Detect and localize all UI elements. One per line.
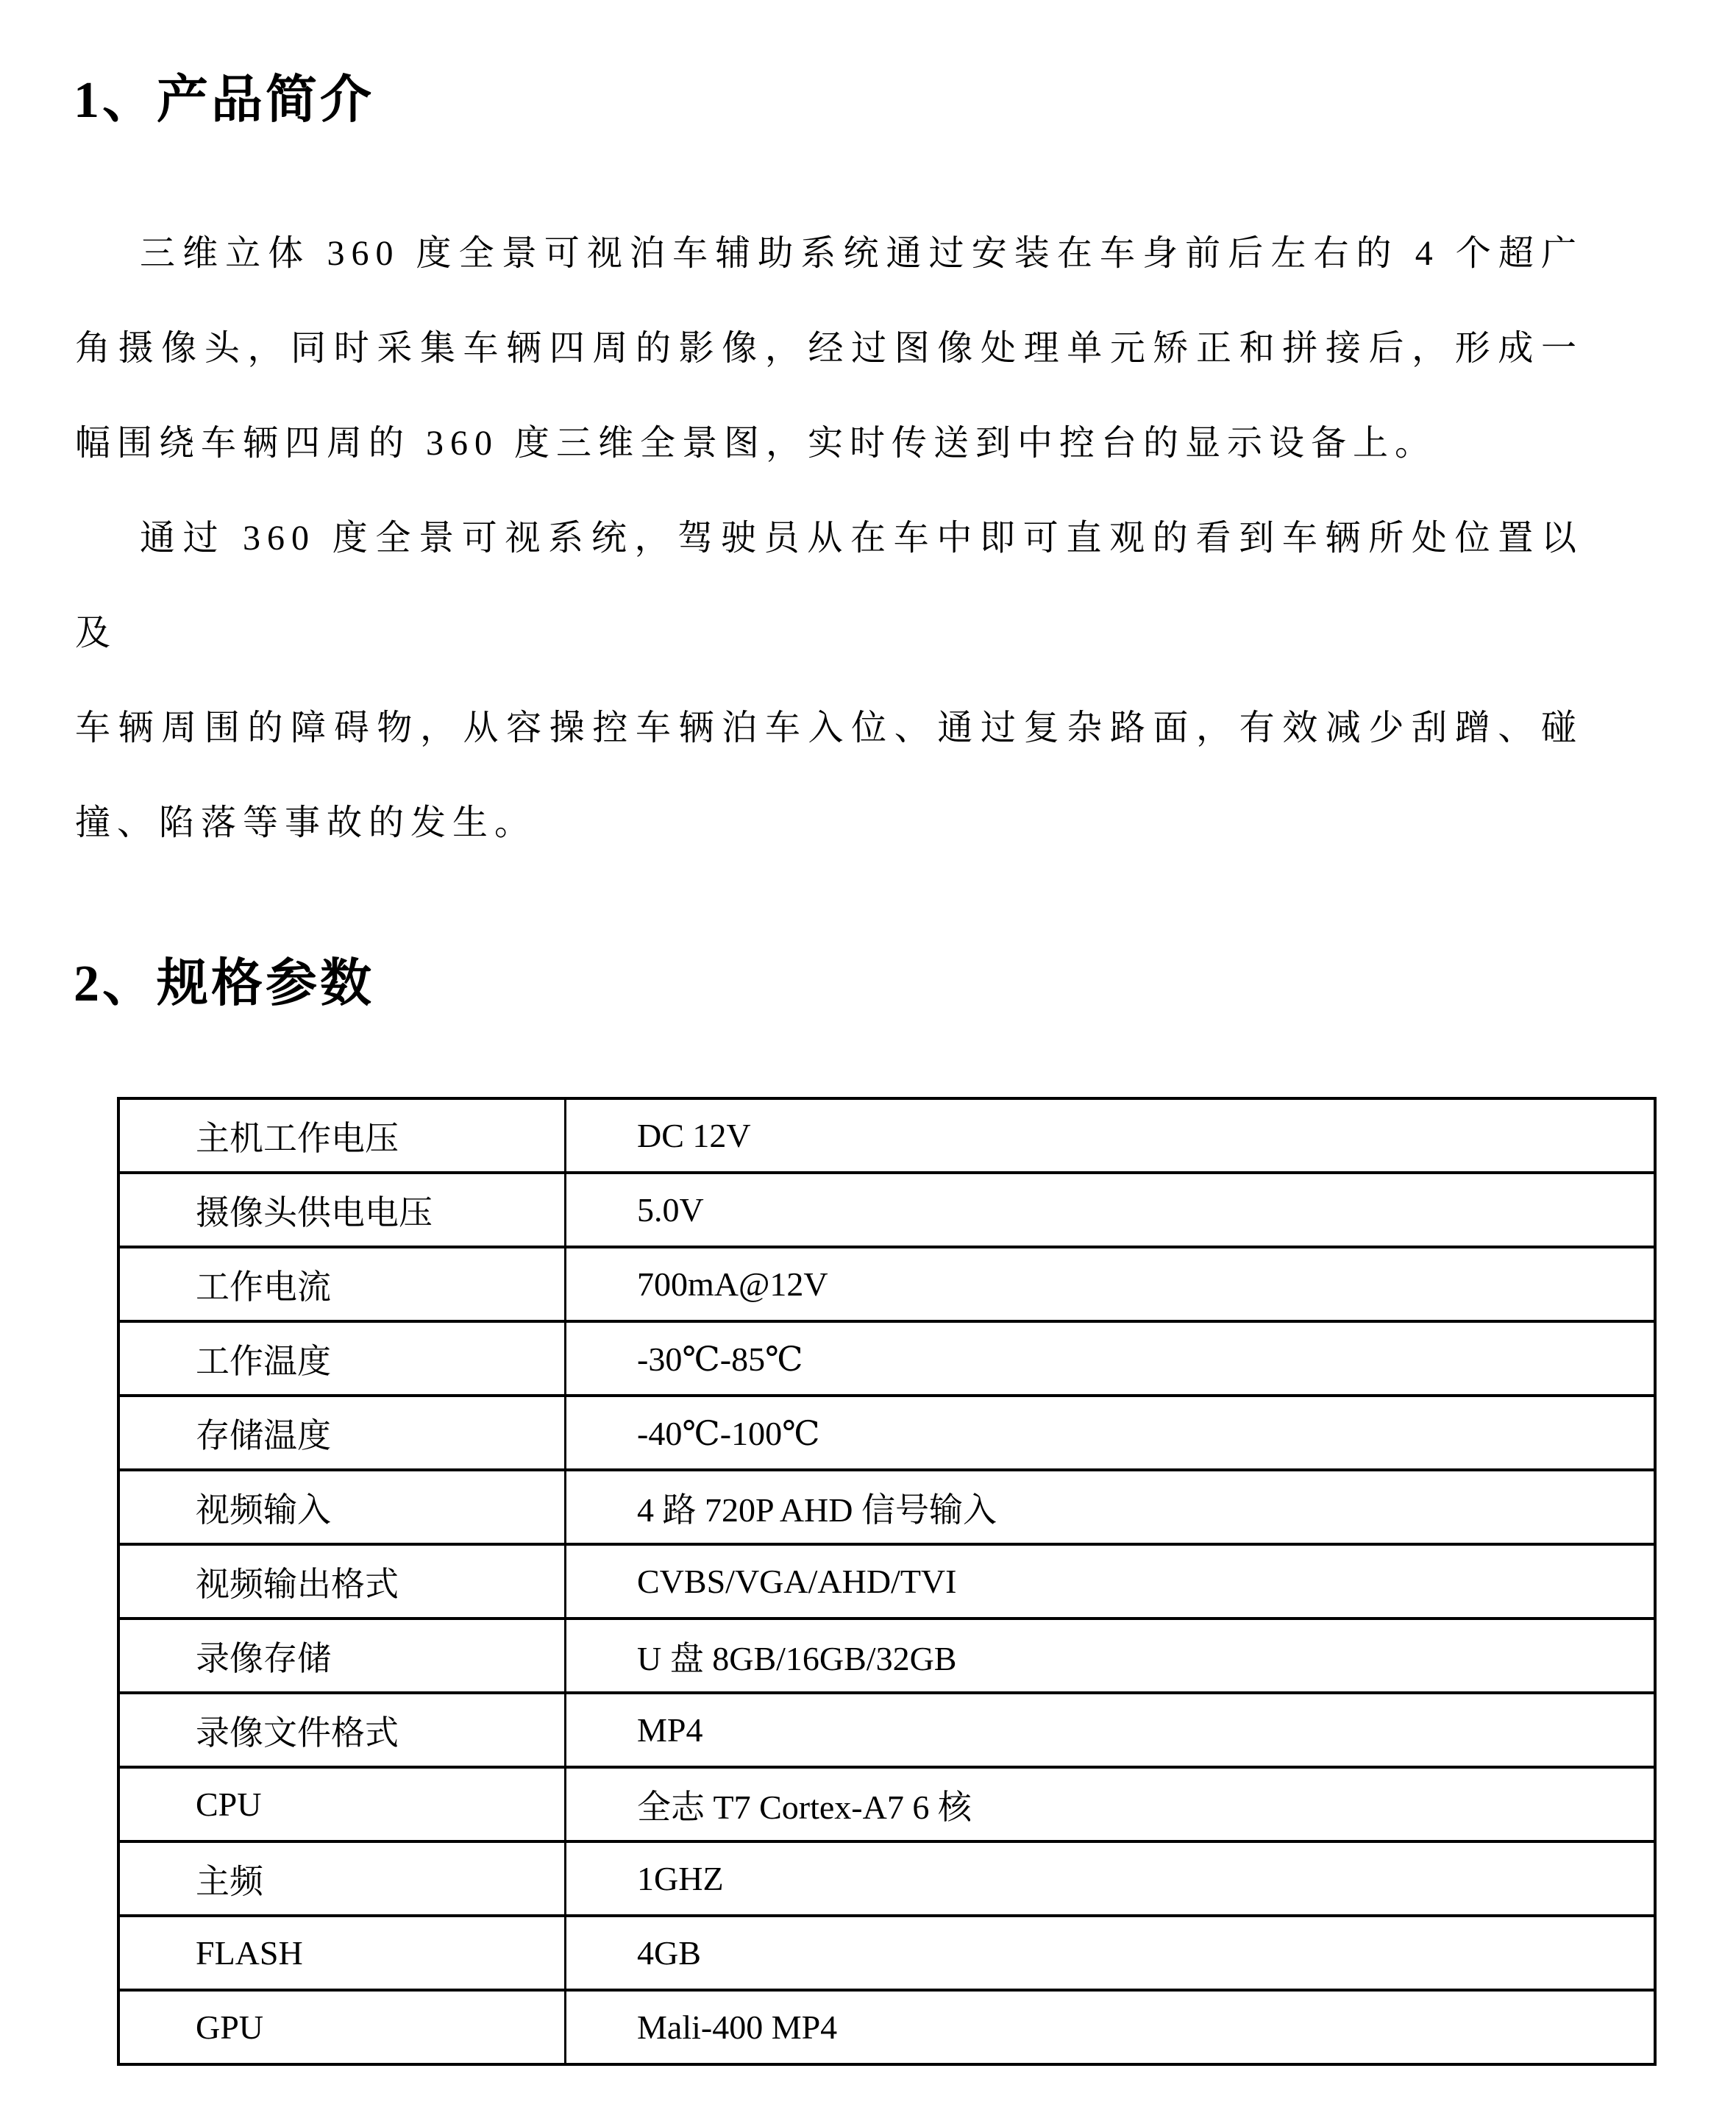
spec-label-cell: 主机工作电压 bbox=[118, 1098, 566, 1173]
intro-paragraph-line: 幅围绕车辆四周的 360 度三维全景图，实时传送到中控台的显示设备上。 bbox=[75, 424, 1437, 463]
section-heading-specifications: 2、规格参数 bbox=[74, 956, 374, 1012]
spec-row bbox=[118, 1990, 1655, 2064]
spec-row bbox=[118, 1841, 1655, 1916]
spec-label-cell: 录像文件格式 bbox=[118, 1693, 566, 1767]
spec-value-cell: DC 12V bbox=[566, 1098, 1656, 1173]
spec-label-cell: 主频 bbox=[118, 1841, 566, 1916]
spec-label-cell: FLASH bbox=[118, 1916, 566, 1990]
spec-label-cell: 录像存储 bbox=[118, 1619, 566, 1693]
intro-paragraphs bbox=[75, 206, 1583, 870]
spec-row bbox=[118, 1173, 1655, 1247]
spec-label-cell: CPU bbox=[118, 1767, 566, 1841]
spec-value-cell: 全志 T7 Cortex-A7 6 核 bbox=[566, 1767, 1656, 1841]
spec-row bbox=[118, 1321, 1655, 1396]
spec-row bbox=[118, 1098, 1655, 1173]
spec-row bbox=[118, 1470, 1655, 1544]
spec-label-cell: 工作电流 bbox=[118, 1247, 566, 1321]
spec-row bbox=[118, 1916, 1655, 1990]
spec-label-cell: 视频输入 bbox=[118, 1470, 566, 1544]
spec-value-cell: U 盘 8GB/16GB/32GB bbox=[566, 1619, 1656, 1693]
spec-label-cell: 视频输出格式 bbox=[118, 1544, 566, 1619]
spec-value-cell: 4 路 720P AHD 信号输入 bbox=[566, 1470, 1656, 1544]
spec-value-cell: Mali-400 MP4 bbox=[566, 1990, 1656, 2064]
intro-paragraph-line: 撞、陷落等事故的发生。 bbox=[75, 803, 537, 842]
spec-label-cell: 存储温度 bbox=[118, 1396, 566, 1470]
spec-value-cell: MP4 bbox=[566, 1693, 1656, 1767]
spec-value-cell: 4GB bbox=[566, 1916, 1656, 1990]
section-heading-product-intro: 1、产品简介 bbox=[74, 72, 374, 129]
spec-row bbox=[118, 1544, 1655, 1619]
spec-row bbox=[118, 1693, 1655, 1767]
spec-row bbox=[118, 1767, 1655, 1841]
spec-value-cell: 1GHZ bbox=[566, 1841, 1656, 1916]
spec-value-cell: -30℃-85℃ bbox=[566, 1321, 1656, 1396]
spec-label-cell: GPU bbox=[118, 1990, 566, 2064]
spec-row bbox=[118, 1396, 1655, 1470]
spec-label-cell: 摄像头供电电压 bbox=[118, 1173, 566, 1247]
intro-paragraph-line: 车辆周围的障碍物，从容操控车辆泊车入位、通过复杂路面，有效减少刮蹭、碰 bbox=[75, 708, 1583, 747]
intro-paragraph-line: 角摄像头，同时采集车辆四周的影像，经过图像处理单元矫正和拼接后，形成一 bbox=[75, 329, 1583, 368]
spec-value-cell: 700mA@12V bbox=[566, 1247, 1656, 1321]
spec-table bbox=[117, 1097, 1657, 2066]
spec-label-cell: 工作温度 bbox=[118, 1321, 566, 1396]
intro-paragraph-line: 通过 360 度全景可视系统，驾驶员从在车中即可直观的看到车辆所处位置以及 bbox=[75, 519, 1583, 653]
spec-row bbox=[118, 1619, 1655, 1693]
spec-value-cell: -40℃-100℃ bbox=[566, 1396, 1656, 1470]
spec-value-cell: 5.0V bbox=[566, 1173, 1656, 1247]
spec-row bbox=[118, 1247, 1655, 1321]
intro-paragraph-line: 三维立体 360 度全景可视泊车辅助系统通过安装在车身前后左右的 4 个超广 bbox=[140, 234, 1583, 273]
spec-value-cell: CVBS/VGA/AHD/TVI bbox=[566, 1544, 1656, 1619]
